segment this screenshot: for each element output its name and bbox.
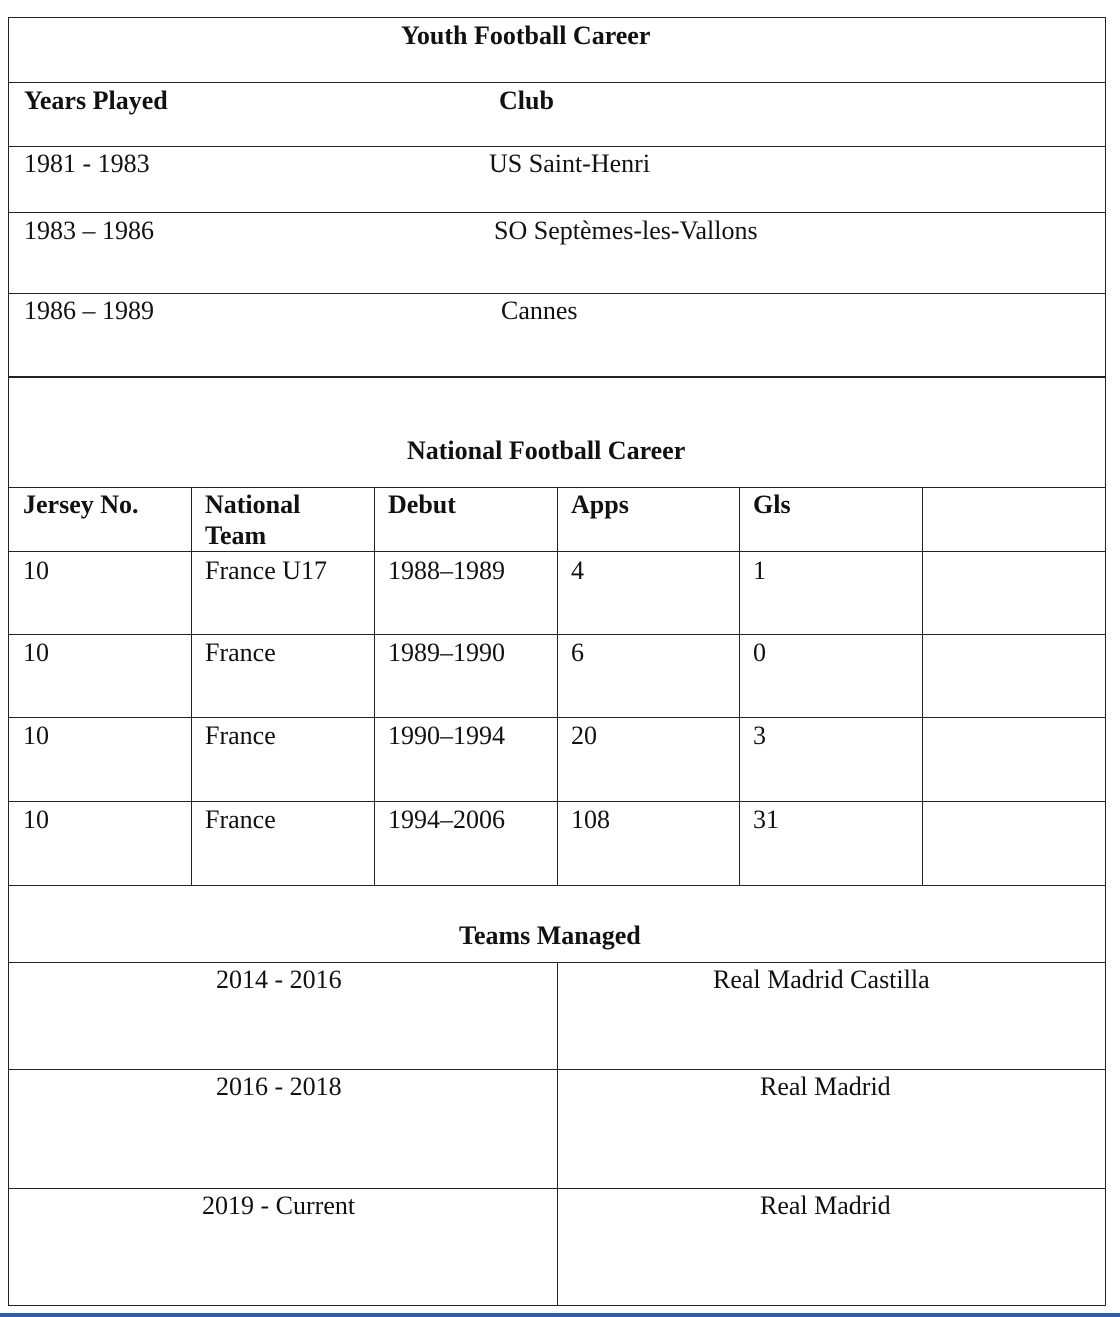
- national-career-title: National Football Career: [407, 436, 686, 465]
- national-cell-team: France U17: [205, 556, 328, 585]
- managed-row-team: Real Madrid: [760, 1191, 891, 1220]
- national-cell-jersey: 10: [23, 556, 49, 585]
- managed-row-years: 2016 - 2018: [216, 1072, 342, 1101]
- national-cell-apps: 20: [571, 721, 597, 750]
- national-cell-apps: 108: [571, 805, 610, 834]
- national-header-debut: Debut: [388, 490, 456, 519]
- national-cell-gls: 3: [753, 721, 766, 750]
- youth-row-club: US Saint-Henri: [489, 149, 651, 178]
- national-cell-debut: 1994–2006: [388, 805, 505, 834]
- youth-row-club: SO Septèmes-les-Vallons: [494, 216, 758, 245]
- national-cell-debut: 1990–1994: [388, 721, 505, 750]
- national-cell-apps: 4: [571, 556, 584, 585]
- national-cell-jersey: 10: [23, 805, 49, 834]
- youth-header-club: Club: [499, 86, 554, 115]
- national-cell-apps: 6: [571, 638, 584, 667]
- managed-row-team: Real Madrid Castilla: [713, 965, 930, 994]
- national-cell-gls: 0: [753, 638, 766, 667]
- managed-row-years: 2014 - 2016: [216, 965, 342, 994]
- column-divider: [739, 487, 740, 885]
- youth-row-years: 1986 – 1989: [24, 296, 154, 325]
- column-divider: [557, 962, 558, 1306]
- youth-career-title: Youth Football Career: [401, 21, 651, 50]
- national-cell-debut: 1988–1989: [388, 556, 505, 585]
- column-divider: [557, 487, 558, 885]
- managed-row-team: Real Madrid: [760, 1072, 891, 1101]
- national-header-jersey: Jersey No.: [23, 490, 139, 519]
- column-divider: [191, 487, 192, 885]
- national-cell-team: France: [205, 805, 276, 834]
- column-divider: [922, 487, 923, 885]
- managed-row-years: 2019 - Current: [202, 1191, 356, 1220]
- row-divider: [8, 146, 1106, 147]
- national-cell-debut: 1989–1990: [388, 638, 505, 667]
- national-cell-jersey: 10: [23, 638, 49, 667]
- youth-header-years: Years Played: [24, 86, 168, 115]
- national-cell-gls: 31: [753, 805, 779, 834]
- column-divider: [374, 487, 375, 885]
- national-cell-team: France: [205, 721, 276, 750]
- national-cell-jersey: 10: [23, 721, 49, 750]
- national-header-team-line2: Team: [205, 521, 267, 550]
- row-divider: [8, 212, 1106, 213]
- row-divider: [8, 885, 1106, 886]
- national-cell-team: France: [205, 638, 276, 667]
- youth-row-years: 1983 – 1986: [24, 216, 154, 245]
- teams-managed-title: Teams Managed: [459, 921, 641, 950]
- youth-row-club: Cannes: [501, 296, 578, 325]
- national-header-apps: Apps: [571, 490, 629, 519]
- national-cell-gls: 1: [753, 556, 766, 585]
- national-header-gls: Gls: [753, 490, 791, 519]
- bottom-border-bar: [0, 1313, 1120, 1317]
- row-divider: [8, 293, 1106, 294]
- national-header-team: National: [205, 490, 301, 519]
- youth-row-years: 1981 - 1983: [24, 149, 150, 178]
- section-divider: [8, 376, 1106, 378]
- row-divider: [8, 82, 1106, 83]
